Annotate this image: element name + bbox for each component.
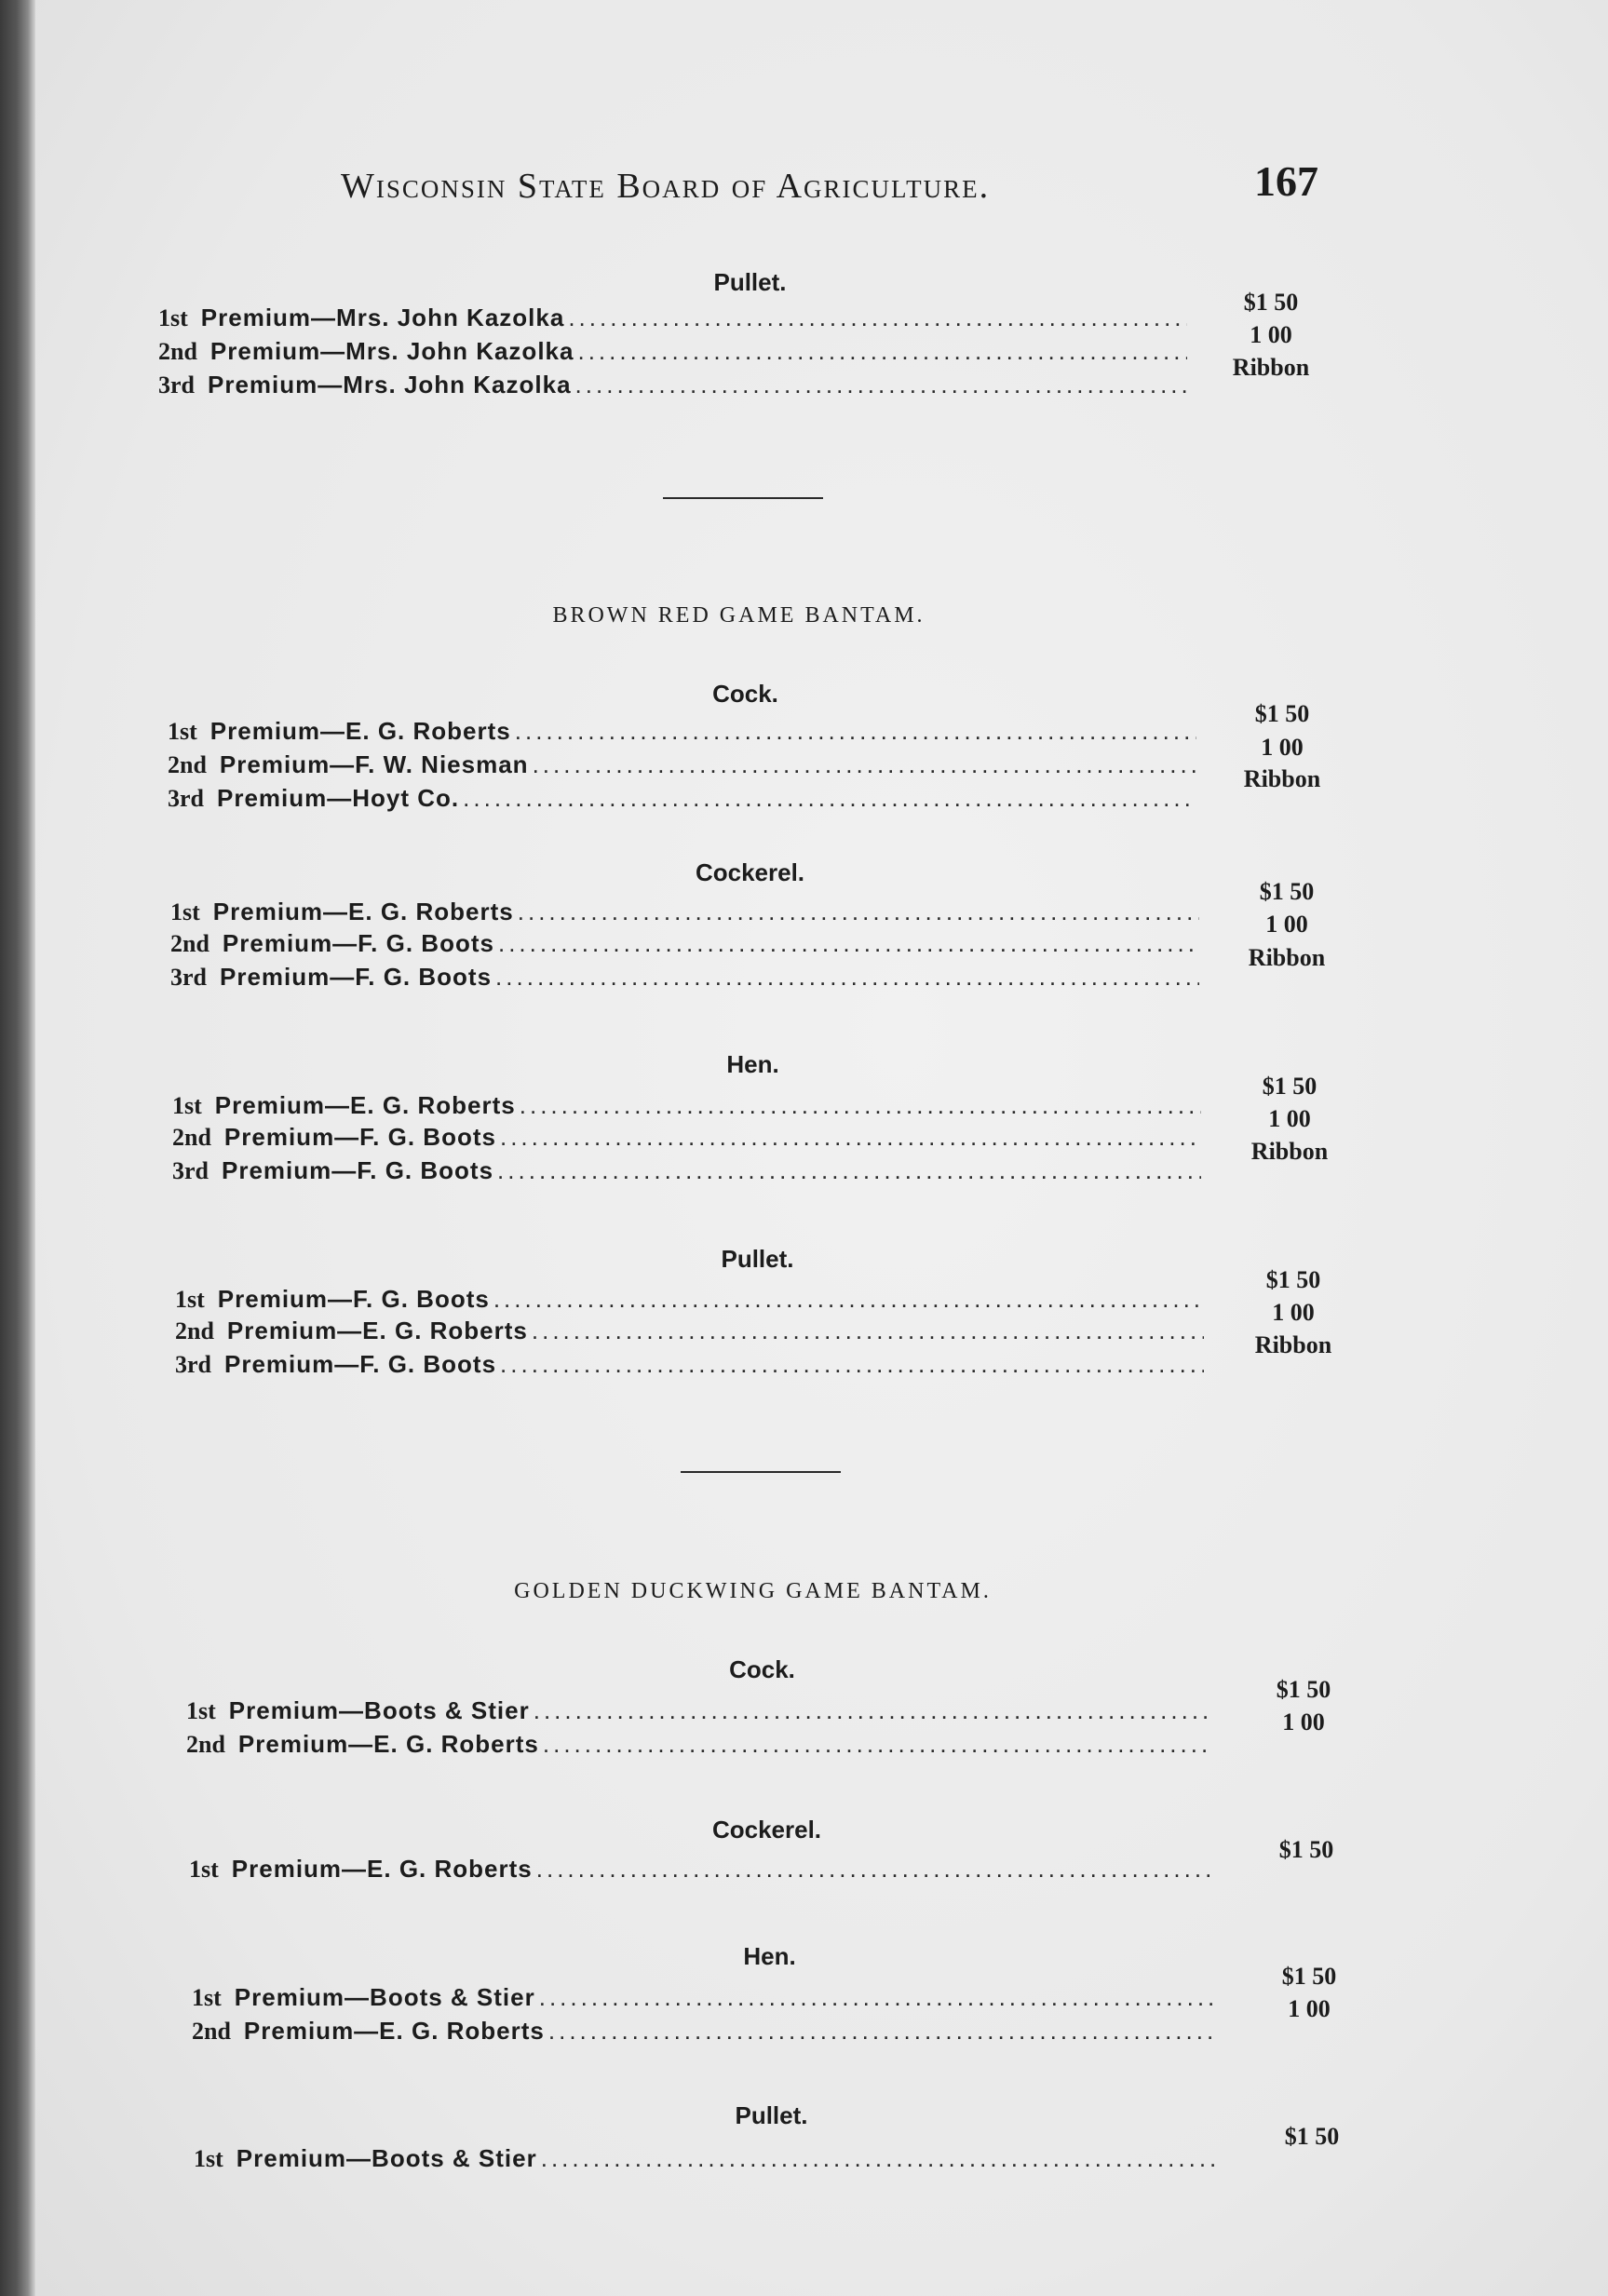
- entry-place: 1st: [168, 718, 197, 745]
- section-heading: BROWN RED GAME BANTAM.: [552, 603, 926, 628]
- entry-place: 2nd: [186, 1731, 225, 1758]
- premium-entry: [192, 1983, 1216, 2012]
- leader-dots: [543, 1730, 1210, 1759]
- award-value: $1 50: [1262, 1073, 1317, 1100]
- entry-place: 1st: [158, 304, 188, 331]
- premium-entry: [186, 1730, 1210, 1759]
- premium-entry: [175, 1285, 1204, 1314]
- leader-dots: [500, 1350, 1204, 1379]
- entry-winner: Premium—Mrs. John Kazolka: [209, 337, 574, 365]
- entry-place: 2nd: [158, 338, 197, 365]
- entry-winner: Premium—F. G. Boots: [222, 929, 494, 957]
- award-value: 1 00: [1250, 321, 1292, 348]
- leader-dots: [536, 1855, 1213, 1884]
- leader-dots: [575, 371, 1187, 399]
- entry-place: 2nd: [170, 930, 209, 957]
- entry-winner: Premium—E. G. Roberts: [209, 717, 511, 745]
- award-value: Ribbon: [1232, 354, 1310, 381]
- class-title-hen: Hen.: [726, 1050, 779, 1078]
- entry-winner: Premium—E. G. Roberts: [237, 1730, 539, 1758]
- section-divider: [681, 1471, 841, 1473]
- award-value: Ribbon: [1243, 765, 1321, 792]
- entry-winner: Premium—Boots & Stier: [236, 2144, 537, 2172]
- award-value: 1 00: [1268, 1105, 1311, 1132]
- leader-dots: [518, 898, 1199, 926]
- premium-entry: [189, 1855, 1213, 1884]
- premium-entry: [170, 963, 1199, 992]
- entry-place: 3rd: [170, 964, 207, 991]
- page-header: [341, 156, 1318, 222]
- premium-entry: [158, 304, 1187, 332]
- entry-winner: Premium—E. G. Roberts: [226, 1317, 528, 1344]
- entry-place: 3rd: [158, 371, 195, 398]
- premium-entry: [172, 1156, 1201, 1185]
- award-value: $1 50: [1259, 878, 1315, 905]
- entry-place: 1st: [175, 1286, 205, 1313]
- entry-winner: Premium—F. G. Boots: [224, 1350, 497, 1378]
- award-value: Ribbon: [1250, 1138, 1329, 1165]
- running-title: Wisconsin State Board of Agriculture.: [341, 167, 991, 206]
- leader-dots: [500, 1123, 1201, 1152]
- entry-place: 1st: [186, 1697, 216, 1724]
- award-value: Ribbon: [1254, 1331, 1332, 1358]
- leader-dots: [534, 1696, 1210, 1725]
- award-value: $1 50: [1281, 1963, 1337, 1990]
- leader-dots: [497, 1156, 1201, 1185]
- entry-winner: Premium—Boots & Stier: [234, 1983, 535, 2011]
- entry-place: 3rd: [175, 1351, 211, 1378]
- leader-dots: [568, 304, 1187, 332]
- entry-place: 3rd: [172, 1157, 209, 1184]
- leader-dots: [532, 1317, 1204, 1345]
- entry-place: 1st: [189, 1856, 219, 1883]
- award-value: $1 50: [1243, 289, 1299, 316]
- class-title-pullet: Pullet.: [713, 268, 787, 296]
- leader-dots: [493, 1285, 1204, 1314]
- premium-entry: [194, 2144, 1218, 2173]
- class-title-cockerel: Cockerel.: [695, 858, 805, 886]
- premium-entry: [172, 1123, 1201, 1152]
- premium-entry: [175, 1317, 1204, 1345]
- leader-dots: [515, 717, 1196, 746]
- class-title-pullet: Pullet.: [721, 1245, 794, 1273]
- leader-dots: [539, 1983, 1216, 2012]
- award-value: $1 50: [1254, 700, 1310, 727]
- award-value: 1 00: [1272, 1299, 1315, 1326]
- premium-entry: [158, 337, 1187, 366]
- premium-entry: [172, 1091, 1201, 1120]
- entry-winner: Premium—F. G. Boots: [220, 963, 493, 991]
- entry-place: 2nd: [168, 751, 207, 778]
- entry-winner: Premium—Hoyt Co.: [217, 784, 460, 812]
- entry-place: 1st: [192, 1984, 222, 2011]
- award-value: $1 50: [1276, 1676, 1331, 1703]
- award-value: 1 00: [1265, 911, 1308, 938]
- award-value: $1 50: [1284, 2123, 1340, 2150]
- entry-place: 2nd: [192, 2018, 231, 2045]
- award-value: 1 00: [1282, 1708, 1325, 1736]
- leader-dots: [548, 2017, 1216, 2046]
- entry-winner: Premium—F. G. Boots: [223, 1123, 496, 1151]
- leader-dots: [577, 337, 1187, 366]
- leader-dots: [541, 2144, 1218, 2173]
- leader-dots: [520, 1091, 1201, 1120]
- leader-dots: [495, 963, 1199, 992]
- premium-entry: [170, 898, 1199, 926]
- leader-dots: [533, 750, 1196, 779]
- entry-winner: Premium—F. W. Niesman: [219, 750, 529, 778]
- entry-winner: Premium—F. G. Boots: [217, 1285, 490, 1313]
- page-number: 167: [1254, 157, 1318, 205]
- award-value: $1 50: [1278, 1836, 1334, 1863]
- premium-entry: [175, 1350, 1204, 1379]
- award-value: 1 00: [1261, 734, 1304, 761]
- entry-winner: Premium—Mrs. John Kazolka: [200, 304, 565, 331]
- class-title-cockerel: Cockerel.: [711, 1816, 822, 1844]
- entry-place: 1st: [172, 1092, 202, 1119]
- class-title-pullet: Pullet.: [735, 2101, 808, 2129]
- award-value: $1 50: [1265, 1266, 1321, 1293]
- premium-entry: [186, 1696, 1210, 1725]
- class-title-hen: Hen.: [743, 1942, 796, 1970]
- premium-entry: [168, 750, 1196, 779]
- premium-entry: [168, 784, 1196, 813]
- premium-entry: [168, 717, 1196, 746]
- premium-entry: [158, 371, 1187, 399]
- premium-entry: [170, 929, 1199, 958]
- entry-winner: Premium—E. G. Roberts: [231, 1855, 533, 1883]
- entry-place: 2nd: [172, 1124, 211, 1151]
- entry-winner: Premium—E. G. Roberts: [243, 2017, 545, 2045]
- class-title-cock: Cock.: [712, 680, 778, 708]
- class-title-cock: Cock.: [729, 1655, 795, 1683]
- entry-winner: Premium—E. G. Roberts: [214, 1091, 516, 1119]
- entry-place: 2nd: [175, 1317, 214, 1344]
- entry-winner: Premium—Mrs. John Kazolka: [208, 371, 572, 398]
- entry-place: 1st: [170, 898, 200, 925]
- premium-entry: [192, 2017, 1216, 2046]
- entry-place: 1st: [194, 2145, 223, 2172]
- entry-winner: Premium—F. G. Boots: [222, 1156, 494, 1184]
- leader-dots: [463, 784, 1196, 813]
- entry-winner: Premium—Boots & Stier: [228, 1696, 530, 1724]
- entry-place: 3rd: [168, 785, 204, 812]
- leader-dots: [498, 929, 1199, 958]
- section-heading: GOLDEN DUCKWING GAME BANTAM.: [514, 1579, 992, 1603]
- award-value: Ribbon: [1248, 944, 1326, 971]
- award-value: 1 00: [1288, 1995, 1331, 2022]
- section-divider: [663, 497, 823, 499]
- entry-winner: Premium—E. G. Roberts: [212, 898, 514, 925]
